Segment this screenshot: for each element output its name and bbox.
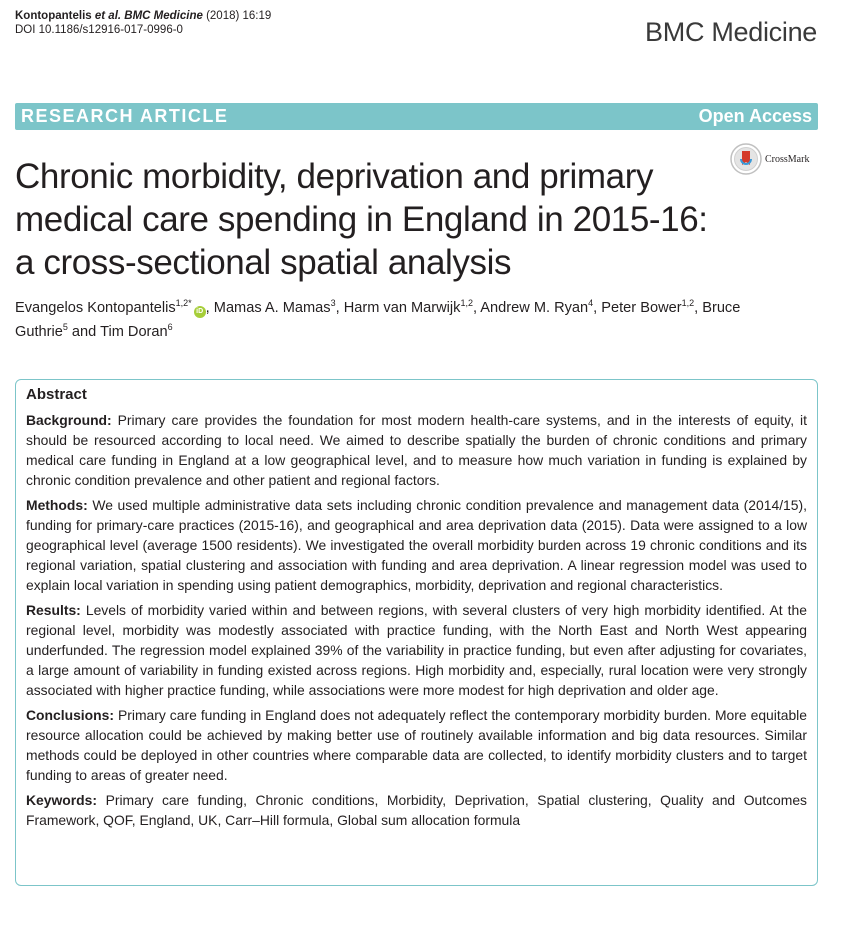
author-separator: , [472,300,481,316]
author-separator: , [205,300,214,316]
author-name[interactable]: Bruce Guthrie [15,300,741,340]
abstract-sections [26,410,807,830]
abstract-section [26,495,807,595]
article-banner [15,103,818,130]
author-name[interactable]: Peter Bower [601,300,682,316]
article-title: Chronic morbidity, deprivation and primary medical care spending in England in 2015-16: a cross-sectional spatial analysis [15,157,708,282]
author-affiliation-sup: 5 [62,322,68,332]
author-affiliation-sup: 1,2* [175,298,192,308]
journal-logo[interactable]: BMC Medicine [645,17,817,47]
open-access-label[interactable]: Open Access [698,106,812,126]
author-separator: , [694,300,703,316]
abstract-section-text: Primary care funding in England does not adequately reflect the contemporary morbidity burden. More equitable resource allocation could be achieved by making better use of routinely available information and big data resources. Similar methods could be deployed in other countries where comparable data are collected, to identify morbidity clusters and to target funding to areas of greater need. [26,707,807,783]
abstract-section [26,705,807,785]
abstract-section-text: We used multiple administrative data sets including chronic condition prevalence and management data (2014/15), funding for primary-care practices (2015-16), and geographical and area deprivation data (2015). Data were assigned to a low geographical level (average 1500 residents). We investigated the overall morbidity burden across 19 chronic conditions and its regional variation, spatial clustering and association with funding and area deprivation. A linear regression model was used to explain local variation in spending using patient demographics, morbidity, deprivation and regional characteristics. [26,497,807,593]
author-affiliation-sup: 4 [588,298,594,308]
citation-doi[interactable]: DOI 10.1186/s12916-017-0996-0 [15,24,183,36]
crossmark-icon[interactable] [730,143,762,175]
abstract-section-label: Methods: [26,497,88,513]
author-name[interactable]: Andrew M. Ryan [480,300,589,316]
author-affiliation-sup: 6 [167,322,173,332]
abstract-section [26,600,807,700]
author-name[interactable]: Tim Doran [100,324,168,340]
author-name[interactable]: Mamas A. Mamas [213,300,331,316]
abstract-heading: Abstract [26,386,87,403]
citation-line [15,9,271,23]
abstract-section-label: Conclusions: [26,707,114,723]
author-separator: , [593,300,602,316]
author-name[interactable]: Evangelos Kontopantelis [15,300,176,316]
author-affiliation-sup: 3 [330,298,336,308]
author-affiliation-sup: 1,2 [681,298,695,308]
crossmark-label: CrossMark [765,153,810,165]
orcid-icon[interactable]: iD [194,306,206,318]
article-type-label: RESEARCH ARTICLE [21,106,229,126]
abstract-section-text: Primary care provides the foundation for most modern health-care systems, and in the interests of equity, it should be resourced according to local need. We aimed to describe spatially the burden of chronic conditions and primary medical care funding in England at a low geographical level, and to measure how much variation in funding is explained by chronic condition prevalence and other patient and regional factors. [26,412,807,488]
crossmark-badge[interactable] [730,143,809,175]
abstract-section-label: Background: [26,412,112,428]
abstract-section [26,410,807,490]
citation-author: Kontopantelis [15,10,95,22]
author-separator: , [335,300,344,316]
abstract-section-text: Levels of morbidity varied within and between regions, with several clusters of very high morbidity identified. At the regional level, morbidity was modestly associated with practice funding, with the North East and North West appearing underfunded. The regression model explained 39% of the variability in practice funding, but even after adjusting for covariates, a large amount of variability in funding existed across regions. High morbidity and, especially, rural location were very strongly associated with higher practice funding, while associations were more modest for high deprivation and older age. [26,602,807,698]
abstract-section-label: Results: [26,602,81,618]
citation-journal: et al. BMC Medicine [94,10,203,22]
abstract-section [26,790,807,830]
author-separator: and [67,324,101,340]
abstract-box [15,379,818,886]
abstract-section-label: Keywords: [26,792,98,808]
author-name[interactable]: Harm van Marwijk [343,300,461,316]
author-affiliation-sup: 1,2 [460,298,473,308]
citation-year-issue: (2018) 16:19 [202,10,272,22]
abstract-section-text: Primary care funding, Chronic conditions, Morbidity, Deprivation, Spatial clustering, Quality and Outcomes Framework, QOF, England, UK, Carr–Hill formula, Global sum allocation formula [26,792,807,828]
author-list [15,296,775,344]
citation-header [15,9,271,37]
